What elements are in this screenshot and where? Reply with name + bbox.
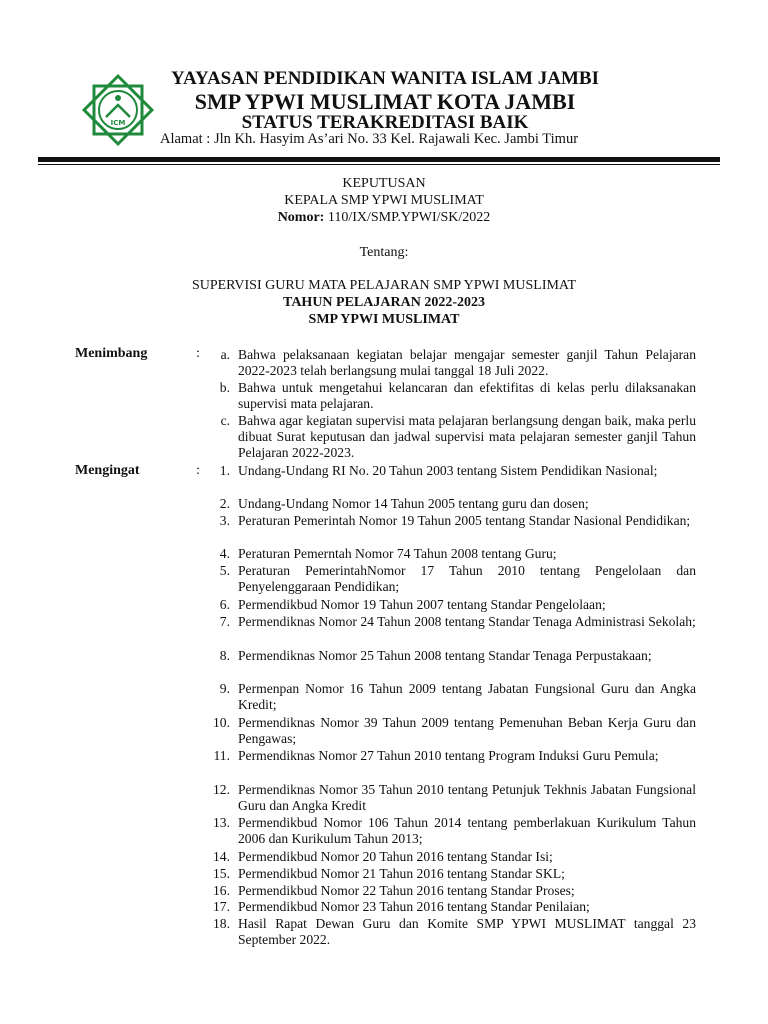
item-number: 1.: [219, 463, 230, 478]
item-number: 3.: [219, 513, 230, 528]
item-text: Permendikbud Nomor 20 Tahun 2016 tentang Standar Isi;: [238, 849, 553, 864]
accreditation-status: STATUS TERAKREDITASI BAIK: [241, 112, 529, 133]
subject-line-1: SUPERVISI GURU MATA PELAJARAN SMP YPWI MUSLIMAT: [191, 278, 577, 293]
item-number: 9.: [219, 681, 230, 696]
item-number: 7.: [219, 614, 230, 629]
item-number: b.: [219, 380, 230, 395]
item-number: 2.: [219, 496, 230, 511]
item-text: Peraturan PemerintahNomor 17 Tahun 2010 tentang Pengelolaan dan Penyelenggaraan Pendidikan;: [238, 563, 696, 594]
letterhead-divider-thin: [38, 164, 720, 165]
item-number: 11.: [213, 748, 230, 763]
item-number: 5.: [219, 563, 230, 578]
decree-number: [0, 210, 768, 226]
issuer-title: KEPALA SMP YPWI MUSLIMAT: [284, 193, 484, 208]
item-number: a.: [220, 347, 230, 362]
decision-heading: KEPUTUSAN: [342, 176, 426, 191]
item-text: Permendikbud Nomor 22 Tahun 2016 tentang Standar Proses;: [238, 883, 575, 898]
item-text: Permendiknas Nomor 25 Tahun 2008 tentang Standar Tenaga Perpustakaan;: [238, 648, 652, 663]
item-number: 10.: [213, 715, 230, 730]
mengingat-label: Mengingat: [75, 463, 140, 478]
item-text: Permendikbud Nomor 19 Tahun 2007 tentang Standar Pengelolaan;: [238, 597, 606, 612]
subject-line-2: TAHUN PELAJARAN 2022-2023: [283, 295, 485, 310]
emblem-text: ICM: [110, 119, 126, 127]
letterhead-divider: [38, 157, 720, 162]
item-number: 14.: [213, 849, 230, 864]
menimbang-label: Menimbang: [75, 346, 148, 361]
item-number: 8.: [219, 648, 230, 663]
subject-line-3: SMP YPWI MUSLIMAT: [308, 312, 460, 327]
item-text: Permendiknas Nomor 35 Tahun 2010 tentang Petunjuk Tekhnis Jabatan Fungsional Guru dan Angka Kredit: [238, 782, 696, 813]
school-name: SMP YPWI MUSLIMAT KOTA JAMBI: [194, 89, 576, 114]
item-number: 17.: [213, 899, 230, 914]
item-number: 15.: [213, 866, 230, 881]
menimbang-colon: :: [196, 346, 200, 361]
foundation-name: YAYASAN PENDIDIKAN WANITA ISLAM JAMBI: [171, 68, 599, 89]
item-text: Permendikbud Nomor 23 Tahun 2016 tentang Standar Penilaian;: [238, 899, 590, 914]
item-text: Bahwa pelaksanaan kegiatan belajar mengajar semester ganjil Tahun Pelajaran 2022-2023 telah berlangsung mulai tanggal 18 Juli 2022.: [238, 347, 696, 378]
item-number: 6.: [219, 597, 230, 612]
item-text: Bahwa untuk mengetahui kelancaran dan efektifitas di kelas perlu dilaksanakan supervisi mata pelajaran.: [238, 380, 696, 411]
item-text: Permendiknas Nomor 39 Tahun 2009 tentang Pemenuhan Beban Kerja Guru dan Pengawas;: [238, 715, 696, 746]
item-number: c.: [220, 413, 230, 428]
item-number: 18.: [213, 916, 230, 931]
school-address: Alamat : Jln Kh. Hasyim As’ari No. 33 Kel. Rajawali Kec. Jambi Timur: [160, 131, 579, 147]
decree-number-value: 110/IX/SMP.YPWI/SK/2022: [324, 210, 491, 225]
decree-number-label: Nomor:: [277, 210, 325, 225]
item-text: Permendiknas Nomor 24 Tahun 2008 tentang Standar Tenaga Administrasi Sekolah;: [238, 614, 696, 629]
school-emblem-icon: [76, 68, 160, 152]
mengingat-colon: :: [196, 463, 200, 478]
item-number: 12.: [213, 782, 230, 797]
item-text: Peraturan Pemerntah Nomor 74 Tahun 2008 tentang Guru;: [238, 546, 557, 561]
item-number: 13.: [213, 815, 230, 830]
item-text: Hasil Rapat Dewan Guru dan Komite SMP YPWI MUSLIMAT tanggal 23 September 2022.: [238, 916, 696, 947]
item-text: Undang-Undang RI No. 20 Tahun 2003 tentang Sistem Pendidikan Nasional;: [238, 463, 658, 478]
item-text: Permendiknas Nomor 27 Tahun 2010 tentang Program Induksi Guru Pemula;: [238, 748, 659, 763]
item-text: Permenpan Nomor 16 Tahun 2009 tentang Jabatan Fungsional Guru dan Angka Kredit;: [238, 681, 696, 712]
item-text: Bahwa agar kegiatan supervisi mata pelajaran berlangsung dengan baik, maka perlu dibuat Surat keputusan dan jadwal supervisi mata pelajaran semester ganjil Tahun Pelajaran 2022-2023.: [238, 413, 696, 460]
item-text: Permendikbud Nomor 106 Tahun 2014 tentang pemberlakuan Kurikulum Tahun 2006 dan Kurikulum Tahun 2013;: [238, 815, 696, 846]
item-text: Peraturan Pemerintah Nomor 19 Tahun 2005 tentang Standar Nasional Pendidikan;: [238, 513, 691, 528]
item-number: 16.: [213, 883, 230, 898]
item-text: Permendikbud Nomor 21 Tahun 2016 tentang Standar SKL;: [238, 866, 565, 881]
item-text: Undang-Undang Nomor 14 Tahun 2005 tentang guru dan dosen;: [238, 496, 589, 511]
regarding-label: Tentang:: [359, 245, 409, 260]
item-number: 4.: [219, 546, 230, 561]
